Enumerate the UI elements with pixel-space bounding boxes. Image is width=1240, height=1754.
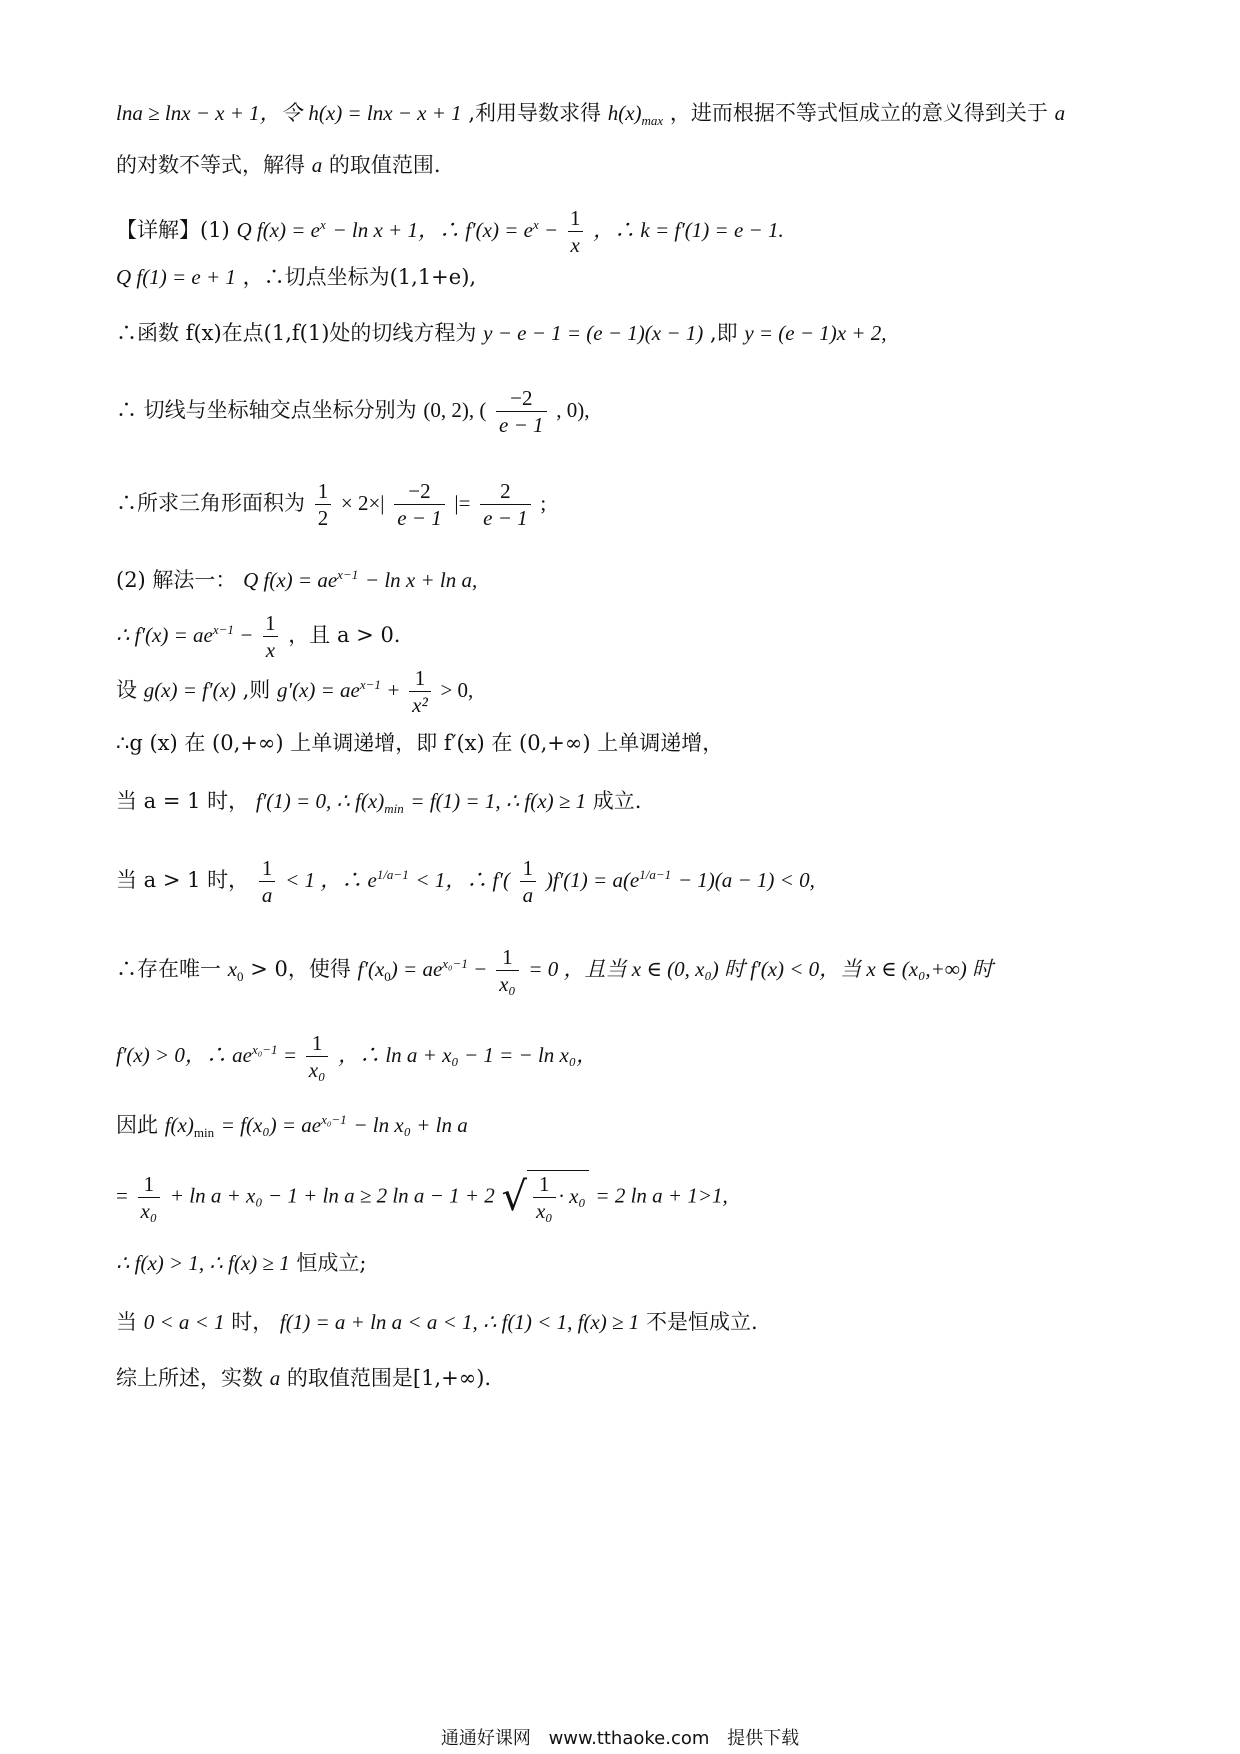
denominator: x₀	[306, 1056, 329, 1083]
text: a	[269, 1366, 281, 1390]
numerator: 1	[143, 1171, 155, 1196]
text: Q f(x) = e	[236, 218, 320, 242]
text: 【详解】(1)	[116, 218, 230, 242]
superscript: x−1	[337, 567, 359, 582]
subscript: min	[193, 1125, 215, 1141]
text: )f′(1) = a(e	[545, 868, 640, 892]
text: f(1) = a + ln a < a < 1, ∴ f(1) < 1, f(x) ≥ 1	[279, 1310, 640, 1334]
text: 恒成立;	[296, 1251, 367, 1275]
text: < 1 ，∴ e	[285, 868, 377, 892]
numerator: 2	[500, 479, 511, 503]
text: 时，	[231, 1310, 274, 1334]
fraction	[409, 665, 431, 718]
footer-url[interactable]: www.tthaoke.com	[548, 1728, 710, 1749]
fraction	[533, 1171, 556, 1224]
numerator: 1	[261, 856, 273, 880]
numerator: 1	[569, 206, 581, 230]
text: < 1，∴ f′(	[415, 868, 510, 892]
denominator: a	[520, 881, 537, 908]
text: Q f(1) = e + 1	[116, 265, 236, 289]
fraction	[496, 944, 519, 997]
text: − 1)(a − 1) < 0,	[677, 868, 815, 892]
text: +	[387, 678, 400, 702]
denominator: x	[568, 231, 583, 258]
line-18	[116, 1248, 1130, 1278]
superscript: x	[532, 217, 539, 232]
text: y − e − 1 = (e − 1)(x − 1)	[483, 321, 704, 345]
fraction	[480, 478, 531, 531]
text: 的对数不等式，解得	[116, 153, 305, 177]
text: + ln a + x₀ − 1 + ln a ≥ 2 ln a − 1 + 2	[169, 1183, 495, 1208]
text: ,即	[709, 321, 738, 345]
text: Q f(x) = ae	[243, 568, 338, 592]
superscript: 1/a−1	[376, 867, 409, 882]
line-4	[116, 262, 1130, 292]
text: 当	[116, 1310, 137, 1334]
line-10	[116, 665, 1130, 718]
superscript: x₀−1	[442, 956, 468, 971]
line-20	[116, 1363, 1130, 1393]
superscript: x₀−1	[321, 1112, 347, 1127]
text: f′(1) = 0, ∴ f(x)	[255, 789, 385, 813]
text: − ln x + 1，∴ f′(x) = e	[332, 218, 533, 242]
text: x	[227, 957, 238, 981]
superscript: 1/a−1	[639, 867, 672, 882]
denominator: e − 1	[394, 504, 445, 531]
text: ,则	[242, 678, 271, 702]
radicand	[527, 1170, 589, 1224]
numerator: 1	[311, 1031, 323, 1055]
superscript: x	[320, 217, 326, 232]
line-6	[116, 385, 1130, 438]
text: g′(x) = ae	[276, 678, 360, 702]
text: f′(x) > 0，∴ ae	[116, 1043, 252, 1067]
text: lna ≥ lnx − x + 1，令	[116, 101, 302, 125]
fraction	[520, 855, 537, 908]
text: · x₀	[558, 1184, 586, 1208]
text: (0, 2), (	[423, 398, 487, 422]
numerator: 1	[265, 611, 276, 635]
numerator: 1	[502, 945, 513, 969]
text: ，∴ k = f′(1) = e − 1.	[593, 218, 784, 242]
text: f(x)	[164, 1113, 194, 1137]
line-7	[116, 478, 1130, 531]
line-12	[116, 786, 1130, 824]
text: ，∴ ln a + x₀ − 1 = − ln x₀，	[338, 1043, 598, 1067]
text: − ln x + ln a,	[364, 568, 478, 592]
fraction	[262, 610, 279, 663]
denominator: x	[263, 636, 278, 663]
denominator: a	[259, 881, 276, 908]
numerator: −2	[408, 479, 431, 503]
line-5	[116, 318, 1130, 348]
text: =	[284, 1043, 297, 1067]
text: ，且 a > 0.	[288, 623, 401, 647]
text: ;	[540, 491, 547, 515]
numerator: 1	[317, 479, 329, 503]
text: −	[474, 957, 487, 981]
subscript: 0	[237, 969, 244, 985]
text: ∴函数 f(x)在点(1,f(1)处的切线方程为	[116, 321, 477, 345]
text: 的取值范围.	[328, 153, 441, 177]
fraction	[496, 385, 547, 438]
fraction	[315, 478, 332, 531]
text: > 0,	[440, 678, 474, 702]
text: 当 a > 1 时，	[116, 868, 250, 892]
denominator: x₀	[138, 1197, 161, 1224]
line-16	[116, 1105, 1130, 1148]
line-14	[116, 944, 1130, 997]
denominator: 2	[315, 504, 332, 531]
text: ，∴切点坐标为(1,1+e),	[242, 265, 477, 289]
text: 的取值范围是[1,+∞).	[286, 1366, 492, 1390]
line-2	[116, 150, 1130, 180]
numerator: 1	[522, 856, 534, 880]
text: = 2 ln a + 1>1,	[595, 1183, 728, 1208]
text: > 0，使得	[250, 957, 351, 981]
superscript: x−1	[212, 622, 234, 637]
text: f′(x	[357, 957, 385, 981]
text: 因此	[116, 1113, 158, 1137]
text: 设	[116, 678, 137, 702]
footer-site-name: 通通好课网	[440, 1728, 531, 1749]
text: h(x) = lnx − x + 1	[308, 101, 462, 125]
text: ∴ f(x) > 1, ∴ f(x) ≥ 1	[116, 1251, 290, 1275]
text: (2) 解法一：	[116, 568, 237, 592]
line-3	[116, 205, 1130, 258]
footer-note: 提供下载	[727, 1728, 800, 1749]
fraction	[394, 478, 445, 531]
text: = f(1) = 1, ∴ f(x) ≥ 1	[410, 789, 587, 813]
line-19	[116, 1307, 1130, 1337]
text: ,利用导数求得	[468, 101, 602, 125]
text: 成立.	[592, 789, 642, 813]
text: h(x)	[607, 101, 642, 125]
radical-sign: √	[501, 1174, 527, 1220]
page-footer	[0, 1724, 1240, 1750]
subscript: min	[384, 801, 404, 817]
text: ∴ 切线与坐标轴交点坐标分别为	[116, 398, 417, 422]
fraction	[259, 855, 276, 908]
text: ，进而根据不等式恒成立的意义得到关于	[669, 101, 1048, 125]
line-13	[116, 855, 1130, 908]
text: ∴ f′(x) = ae	[116, 623, 213, 647]
text: 当 a = 1 时，	[116, 789, 250, 813]
superscript: x−1	[359, 677, 381, 692]
line-8	[116, 560, 1130, 595]
fraction	[306, 1030, 329, 1083]
denominator: x₀	[533, 1197, 556, 1224]
text: × 2×|	[340, 491, 385, 515]
text: |=	[454, 491, 471, 515]
denominator: x²	[409, 691, 431, 718]
text: 0 < a < 1	[143, 1310, 225, 1334]
text: a	[1054, 101, 1066, 125]
numerator: 1	[539, 1172, 550, 1196]
text: ) = ae	[390, 957, 443, 981]
text: = f(x₀) = ae	[220, 1113, 322, 1137]
text: 综上所述，实数	[116, 1366, 263, 1390]
text: − ln x₀ + ln a	[353, 1113, 468, 1137]
text: g(x) = f′(x)	[143, 678, 236, 702]
subscript: max	[641, 113, 664, 129]
denominator: e − 1	[480, 504, 531, 531]
denominator: e − 1	[496, 411, 547, 438]
text: y = (e − 1)x + 2,	[744, 321, 887, 345]
text: a	[311, 153, 323, 177]
line-17	[116, 1170, 1130, 1224]
text: −	[545, 218, 558, 242]
fraction	[138, 1171, 161, 1224]
text: = 0 ，且当 x ∈ (0, x₀) 时 f′(x) < 0，当 x ∈ (x₀,+∞) 时	[528, 957, 994, 981]
text: , 0),	[556, 398, 590, 422]
text: ∴存在唯一	[116, 957, 221, 981]
denominator: x₀	[496, 970, 519, 997]
text: 不是恒成立.	[645, 1310, 758, 1334]
subscript: 0	[384, 969, 391, 985]
text: =	[116, 1183, 128, 1208]
line-1	[116, 98, 1130, 136]
text: ∴g (x) 在 (0,+∞) 上单调递增，即 f′(x) 在 (0,+∞) 上单调递增，	[116, 731, 724, 755]
text: ∴所求三角形面积为	[116, 491, 305, 515]
line-11	[116, 728, 1130, 758]
numerator: −2	[510, 386, 533, 410]
numerator: 1	[414, 666, 426, 690]
fraction	[567, 205, 584, 258]
superscript: x₀−1	[251, 1042, 278, 1057]
line-9	[116, 610, 1130, 663]
line-15	[116, 1030, 1130, 1083]
text: −	[240, 623, 253, 647]
